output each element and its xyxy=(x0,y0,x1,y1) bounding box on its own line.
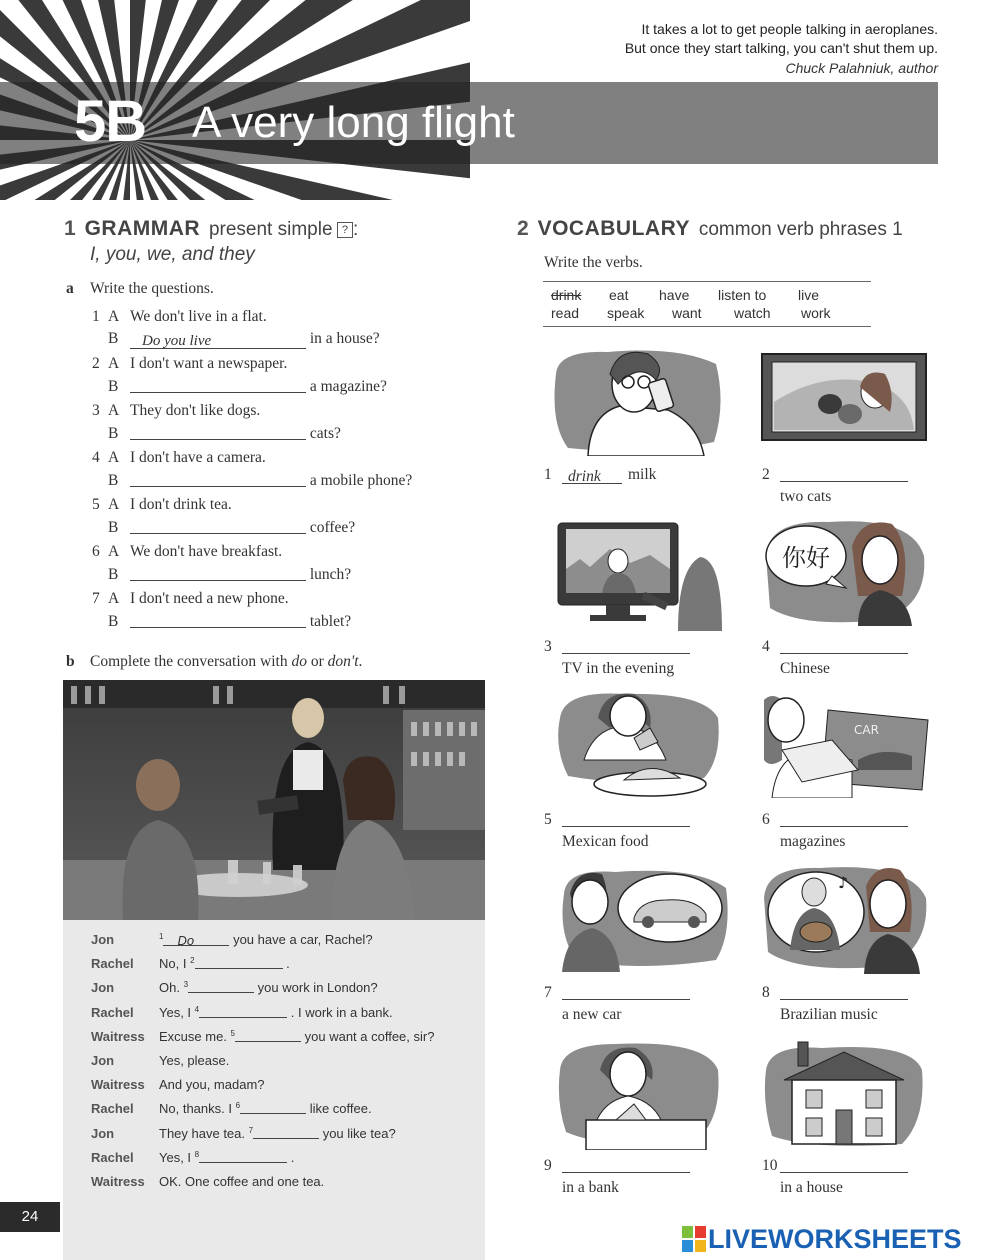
speaker-b-label: B xyxy=(108,330,119,347)
eating-food-illustration xyxy=(554,688,722,800)
word-item: drink xyxy=(551,287,582,303)
speaker-name: Waitress xyxy=(91,1077,145,1092)
section-name: VOCABULARY xyxy=(537,217,690,240)
conversation-line xyxy=(91,1126,481,1144)
word-item: watch xyxy=(734,305,771,321)
vocabulary-heading xyxy=(517,217,903,241)
vocab-phrase: magazines xyxy=(780,833,846,850)
vocab-phrase: in a bank xyxy=(562,1179,619,1196)
conversation-line xyxy=(91,1053,481,1071)
statement-text: I don't need a new phone. xyxy=(130,590,289,607)
vocab-phrase: Chinese xyxy=(780,660,830,677)
exercise-1a-instruction xyxy=(66,280,214,298)
answer-blank[interactable] xyxy=(130,377,306,393)
conversation-line xyxy=(91,956,481,974)
speaker-a-label: A xyxy=(108,543,120,560)
quote-line-1: It takes a lot to get people talking in aeroplanes. xyxy=(641,21,938,37)
line-text xyxy=(159,956,290,971)
speaker-name: Rachel xyxy=(91,1101,134,1116)
line-pre: OK. One coffee and one tea. xyxy=(159,1174,325,1189)
item-number: 5 xyxy=(92,496,100,513)
watching-tv-illustration xyxy=(550,519,722,631)
question-item-b xyxy=(108,471,412,490)
speaker-name: Jon xyxy=(91,932,115,947)
speaker-a-label: A xyxy=(108,449,120,466)
question-end-text: tablet? xyxy=(309,613,352,630)
section-subtitle: present simple xyxy=(208,219,333,240)
gap-number: 7 xyxy=(248,1126,254,1135)
speaker-name: Waitress xyxy=(91,1174,145,1189)
vocab-answer[interactable] xyxy=(780,466,908,482)
gap-number: 6 xyxy=(235,1101,241,1110)
magazine-cover-text: CAR xyxy=(854,723,879,737)
gap-number: 5 xyxy=(230,1029,235,1038)
speaker-b-label: B xyxy=(108,613,119,630)
vocab-phrase: Brazilian music xyxy=(780,1006,878,1023)
question-item-a xyxy=(92,496,232,514)
speaker-a-label: A xyxy=(108,402,120,419)
speaking-chinese-illustration xyxy=(762,516,928,626)
statement-text: We don't have breakfast. xyxy=(130,543,283,560)
liveworksheets-logo-icon xyxy=(682,1226,706,1252)
vocab-item-number: 8 xyxy=(762,984,770,1001)
vocab-item-number: 5 xyxy=(544,811,552,828)
answer-blank[interactable]: Do you live xyxy=(130,333,306,349)
item-number: 7 xyxy=(92,590,100,607)
line-post: . xyxy=(286,956,290,971)
unit-banner xyxy=(0,82,938,164)
line-pre: Yes, I xyxy=(159,1150,192,1165)
speaker-name: Waitress xyxy=(91,1029,145,1044)
speaker-name: Rachel xyxy=(91,1005,134,1020)
conversation-line xyxy=(91,932,481,950)
vocab-answer-blank[interactable] xyxy=(562,1157,690,1176)
vocab-answer[interactable] xyxy=(562,638,690,654)
line-text xyxy=(159,1005,393,1020)
section-name: GRAMMAR xyxy=(84,217,201,240)
reading-magazine-illustration xyxy=(762,690,930,798)
statement-text: I don't have a camera. xyxy=(130,449,266,466)
vocab-answer-blank[interactable] xyxy=(562,984,690,1003)
drinking-milk-illustration xyxy=(548,344,726,456)
instruction-text: Complete the conversation with xyxy=(90,653,292,670)
vocab-answer[interactable] xyxy=(562,984,690,1000)
vocab-item-number: 10 xyxy=(762,1157,778,1174)
grammar-heading xyxy=(64,217,358,241)
section-colon: : xyxy=(352,219,359,240)
speaker-b-label: B xyxy=(108,566,119,583)
line-text xyxy=(159,1150,294,1165)
line-pre: Excuse me. xyxy=(159,1029,227,1044)
conversation-line xyxy=(91,1077,481,1095)
line-text xyxy=(159,932,373,947)
line-text xyxy=(159,1029,434,1044)
speaker-name: Jon xyxy=(91,1126,115,1141)
question-item-b xyxy=(108,377,387,396)
vocab-item-number: 2 xyxy=(762,466,770,483)
exercise-letter: b xyxy=(66,653,75,670)
vocab-answer[interactable] xyxy=(562,1157,690,1173)
bank-worker-illustration xyxy=(556,1040,722,1150)
conversation-answer-blank[interactable] xyxy=(240,1101,306,1114)
grammar-subtitle-2 xyxy=(90,244,255,266)
vocab-phrase: Mexican food xyxy=(562,833,649,850)
unit-number: 5B xyxy=(74,89,147,154)
statement-text: They don't like dogs. xyxy=(130,402,261,419)
question-item-b xyxy=(108,612,351,631)
page-number: 24 xyxy=(0,1202,60,1232)
instruction-text: Write the questions. xyxy=(90,280,214,297)
section-subtitle: common verb phrases 1 xyxy=(698,219,903,240)
question-item-a xyxy=(92,355,287,373)
word-box xyxy=(543,281,871,327)
conversation-line xyxy=(91,1174,481,1192)
line-text xyxy=(159,980,378,995)
conversation-answer-blank[interactable] xyxy=(199,1005,287,1018)
question-end-text: coffee? xyxy=(309,519,356,536)
answer-blank[interactable] xyxy=(130,424,306,440)
question-item-a xyxy=(92,402,260,420)
vocab-item-number: 6 xyxy=(762,811,770,828)
conversation-answer-blank[interactable] xyxy=(199,1150,287,1163)
speaker-b-label: B xyxy=(108,519,119,536)
question-end-text: a mobile phone? xyxy=(309,472,413,489)
section-number: 1 xyxy=(64,217,76,240)
gap-number: 8 xyxy=(194,1150,200,1159)
vocabulary-instruction: Write the verbs. xyxy=(544,254,643,271)
line-post: . xyxy=(290,1150,295,1165)
unit-title: A very long flight xyxy=(192,98,515,147)
instruction-period: . xyxy=(358,653,363,670)
liveworksheets-brand: LIVEWORKSHEETS xyxy=(708,1224,962,1254)
conversation-line xyxy=(91,1029,481,1047)
answer-blank[interactable] xyxy=(130,612,306,628)
question-end-text: cats? xyxy=(309,425,341,442)
vocab-answer-blank[interactable] xyxy=(780,811,908,830)
line-post: you work in London? xyxy=(257,980,378,995)
section-number: 2 xyxy=(517,217,529,240)
speaker-a-label: A xyxy=(108,308,120,325)
house-illustration xyxy=(762,1040,926,1150)
statement-text: I don't drink tea. xyxy=(130,496,232,513)
line-post: you like tea? xyxy=(322,1126,396,1141)
conversation-line xyxy=(91,1101,481,1119)
line-text xyxy=(159,1174,324,1189)
vocab-item-number: 4 xyxy=(762,638,770,655)
vocab-answer[interactable] xyxy=(780,638,908,654)
word-item: eat xyxy=(609,287,629,303)
answer-blank[interactable] xyxy=(130,518,306,534)
question-item-a xyxy=(92,543,282,561)
speaker-name: Jon xyxy=(91,980,115,995)
line-pre: Oh. xyxy=(159,980,180,995)
conversation-answer-blank[interactable] xyxy=(253,1126,319,1139)
vocab-item-number: 7 xyxy=(544,984,552,1001)
gap-number: 4 xyxy=(194,1005,200,1014)
word-item: want xyxy=(672,305,702,321)
instruction-do: do xyxy=(291,653,307,670)
statement-text: I don't want a newspaper. xyxy=(130,355,288,372)
conversation-answer-blank[interactable] xyxy=(188,980,254,993)
grammar-pronouns: I, you, we, and they xyxy=(90,244,255,265)
question-mark-icon: ? xyxy=(337,222,353,238)
line-pre: No, thanks. I xyxy=(159,1101,232,1116)
item-number: 4 xyxy=(92,449,100,466)
vocab-answer-blank[interactable] xyxy=(562,638,690,657)
line-pre: Yes, I xyxy=(159,1005,192,1020)
instruction-or: or xyxy=(306,653,328,670)
vocab-item-number: 9 xyxy=(544,1157,552,1174)
vocab-phrase: TV in the evening xyxy=(562,660,675,677)
vocab-answer-blank[interactable] xyxy=(780,1157,908,1176)
vocab-phrase: two cats xyxy=(780,488,832,505)
svg-text:♪: ♪ xyxy=(838,873,849,892)
line-pre: They have tea. xyxy=(159,1126,245,1141)
line-post: like coffee. xyxy=(309,1101,372,1116)
conversation-answer-blank[interactable] xyxy=(195,956,283,969)
line-post: . I work in a bank. xyxy=(290,1005,393,1020)
question-item-b xyxy=(108,565,351,584)
vocab-answer-blank[interactable] xyxy=(562,466,622,484)
line-pre: And you, madam? xyxy=(159,1077,265,1092)
speaker-name: Jon xyxy=(91,1053,115,1068)
question-item-b xyxy=(108,518,355,537)
item-number: 3 xyxy=(92,402,100,419)
gap-number: 1 xyxy=(159,932,164,941)
question-item-b xyxy=(108,424,341,443)
exercise-letter: a xyxy=(66,280,74,297)
line-pre: No, I xyxy=(159,956,187,971)
vocab-answer-blank[interactable] xyxy=(562,811,690,830)
answer-blank[interactable] xyxy=(130,565,306,581)
item-number: 6 xyxy=(92,543,100,560)
question-end-text: lunch? xyxy=(309,566,352,583)
question-item-a xyxy=(92,590,289,608)
conversation-answer-blank[interactable]: Do xyxy=(163,933,229,946)
speaker-a-label: A xyxy=(108,590,120,607)
speaker-a-label: A xyxy=(108,355,120,372)
vocab-answer[interactable] xyxy=(780,1157,908,1173)
line-text xyxy=(159,1053,229,1068)
question-item-b xyxy=(108,330,380,349)
vocab-answer[interactable] xyxy=(780,984,908,1000)
line-text xyxy=(159,1077,265,1092)
chinese-greeting-text: 你好 xyxy=(782,544,830,572)
vocab-answer-blank[interactable] xyxy=(780,638,908,657)
quote-line-2: But once they start talking, you can't shut them up. xyxy=(624,40,938,56)
vocab-answer[interactable]: drink xyxy=(562,468,622,484)
vocab-answer[interactable] xyxy=(562,811,690,827)
speaker-name: Rachel xyxy=(91,956,134,971)
word-item: live xyxy=(798,287,820,303)
cats-picture-illustration xyxy=(760,352,928,442)
listening-music-illustration xyxy=(760,862,930,974)
speaker-b-label: B xyxy=(108,472,119,489)
word-item: read xyxy=(551,305,580,321)
vocab-answer[interactable] xyxy=(780,811,908,827)
dreaming-car-illustration xyxy=(556,864,732,972)
line-text xyxy=(159,1101,372,1116)
vocab-answer-blank[interactable] xyxy=(780,466,908,485)
question-end-text: a magazine? xyxy=(309,378,387,395)
word-item: work xyxy=(801,305,831,321)
line-post: you want a coffee, sir? xyxy=(304,1029,435,1044)
answer-blank[interactable] xyxy=(130,471,306,487)
speaker-b-label: B xyxy=(108,425,119,442)
item-number: 2 xyxy=(92,355,100,372)
vocab-phrase: a new car xyxy=(562,1006,622,1023)
vocab-item-number: 1 xyxy=(544,466,552,483)
vocab-phrase: in a house xyxy=(780,1179,843,1196)
line-text xyxy=(159,1126,396,1141)
word-item: speak xyxy=(607,305,645,321)
line-post: you have a car, Rachel? xyxy=(233,932,373,947)
word-item: have xyxy=(659,287,690,303)
conversation-line xyxy=(91,1005,481,1023)
exercise-1b-instruction xyxy=(66,653,362,671)
header-quote xyxy=(625,20,938,78)
instruction-dont: don't xyxy=(327,653,359,670)
gap-number: 2 xyxy=(190,956,195,965)
speaker-b-label: B xyxy=(108,378,119,395)
line-pre: Yes, please. xyxy=(159,1053,230,1068)
conversation-line xyxy=(91,980,481,998)
question-item-a xyxy=(92,308,267,326)
conversation-line xyxy=(91,1150,481,1168)
vocab-item-number: 3 xyxy=(544,638,552,655)
vocab-phrase: milk xyxy=(628,466,657,483)
word-item: listen to xyxy=(718,287,767,303)
question-item-a xyxy=(92,449,266,467)
gap-number: 3 xyxy=(183,980,189,989)
conversation-answer-blank[interactable] xyxy=(235,1029,301,1042)
vocab-answer-blank[interactable] xyxy=(780,984,908,1003)
question-end-text: in a house? xyxy=(309,330,380,347)
speaker-a-label: A xyxy=(108,496,120,513)
item-number: 1 xyxy=(92,308,100,325)
statement-text: We don't live in a flat. xyxy=(130,308,267,325)
speaker-name: Rachel xyxy=(91,1150,134,1165)
restaurant-photo xyxy=(63,680,485,920)
quote-author: Chuck Palahniuk, author xyxy=(785,60,938,76)
